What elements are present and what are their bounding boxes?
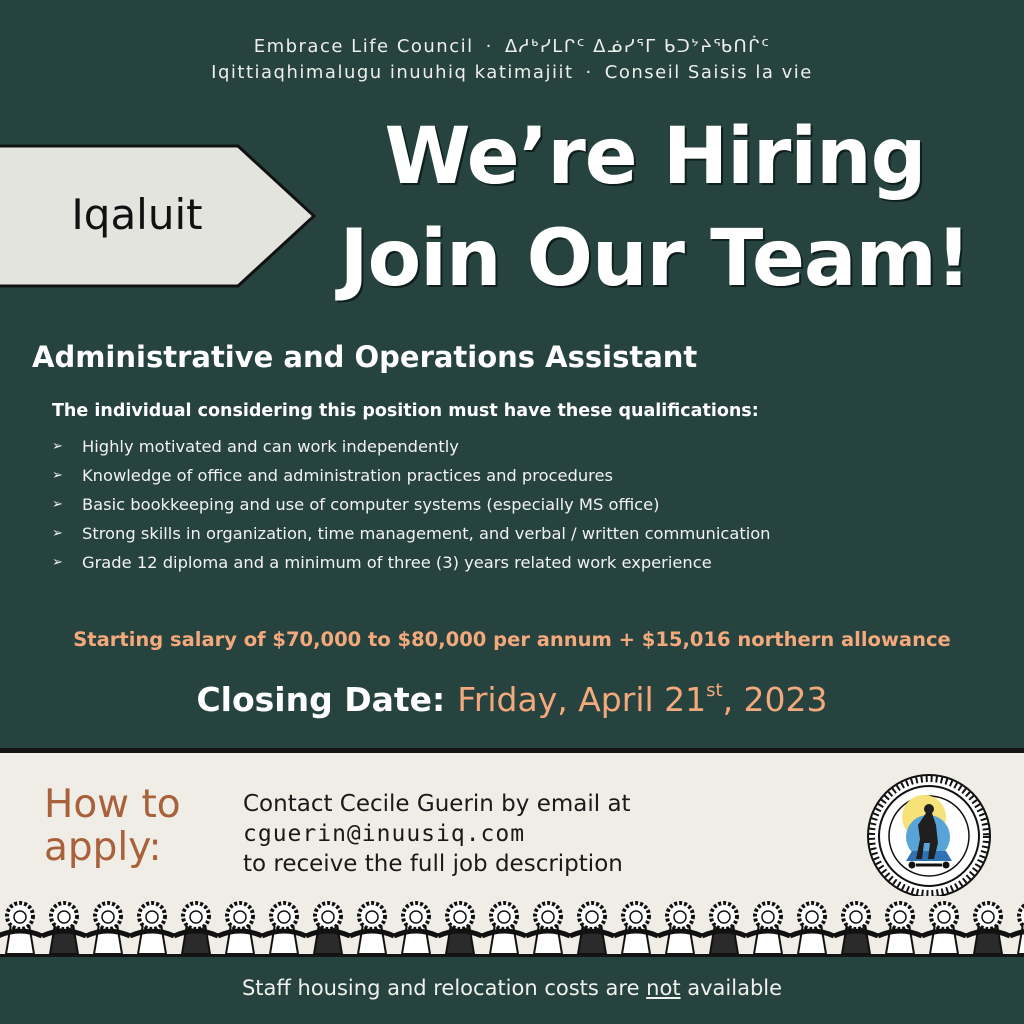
figure-icon <box>174 903 218 954</box>
how-to-apply-title-line-2: apply: <box>44 825 162 870</box>
org-name-french: Conseil Saisis la vie <box>604 62 813 83</box>
headline-join-team: Join Our Team! <box>339 214 971 304</box>
arrow-bullet-icon: ➢ <box>52 439 63 454</box>
figure-icon <box>834 903 878 954</box>
qualifications-intro: The individual considering this position must have these qualifications: <box>52 401 759 421</box>
headline-hiring: We’re Hiring <box>384 112 926 202</box>
arrow-bullet-icon: ➢ <box>52 497 63 512</box>
org-name-inuinnaqtun: Iqittiaqhimalugu inuuhiq katimajiit <box>211 62 574 83</box>
separator-dot: · <box>585 62 593 83</box>
closing-date-value <box>457 680 827 719</box>
footer-note <box>0 976 1024 1000</box>
figure-icon <box>658 903 702 954</box>
list-item <box>52 548 771 577</box>
organization-line-1 <box>0 36 1024 57</box>
figures-row <box>0 896 1024 954</box>
figure-icon <box>262 903 306 954</box>
qualification-text: Knowledge of office and administration practices and procedures <box>82 466 614 485</box>
figure-icon <box>438 903 482 954</box>
inuit-figures-border <box>0 896 1024 957</box>
closing-date-ordinal: st <box>706 680 723 701</box>
closing-date-line <box>0 680 1024 719</box>
figure-icon <box>482 903 526 954</box>
figure-icon <box>42 903 86 954</box>
list-item <box>52 519 771 548</box>
figure-icon <box>702 903 746 954</box>
figure-icon <box>350 903 394 954</box>
figure-icon <box>746 903 790 954</box>
figure-icon <box>218 903 262 954</box>
figure-icon <box>922 903 966 954</box>
separator-dot: · <box>485 36 493 57</box>
location-tag <box>0 144 320 288</box>
list-item <box>52 432 771 461</box>
arrow-bullet-icon: ➢ <box>52 468 63 483</box>
org-name-english: Embrace Life Council <box>253 36 474 57</box>
closing-date-day: Friday, April 21 <box>457 680 707 719</box>
qualification-text: Highly motivated and can work independently <box>82 437 459 456</box>
figure-icon <box>790 903 834 954</box>
footer-emphasis: not <box>646 976 681 1000</box>
how-to-apply-title-line-1: How to <box>44 782 181 827</box>
figure-icon <box>394 903 438 954</box>
footer-text-start: Staff housing and relocation costs are <box>241 976 647 1000</box>
figure-icon <box>614 903 658 954</box>
location-label: Iqaluit <box>71 190 203 239</box>
contact-email: cguerin@inuusiq.com <box>243 821 526 847</box>
org-name-syllabics: ᐃᓱᒃᓯᒪᒋᑦ ᐃᓅᓯᕐᒥ ᑲᑐᔾᔨᖃᑎᒌᑦ <box>504 36 771 57</box>
figure-icon <box>0 903 42 954</box>
figure-icon <box>86 903 130 954</box>
qualification-text: Grade 12 diploma and a minimum of three (3) years related work experience <box>82 553 712 572</box>
figure-icon <box>570 903 614 954</box>
figure-icon <box>526 903 570 954</box>
how-to-apply-title <box>44 783 181 869</box>
organization-line-2 <box>0 62 1024 83</box>
arrow-bullet-icon: ➢ <box>52 526 63 541</box>
figure-icon <box>306 903 350 954</box>
job-description-line: to receive the full job description <box>243 851 623 877</box>
how-to-apply-section <box>0 748 1024 905</box>
figure-icon <box>130 903 174 954</box>
how-to-apply-instructions <box>243 789 631 879</box>
list-item <box>52 490 771 519</box>
qualification-text: Basic bookkeeping and use of computer systems (especially MS office) <box>82 495 660 514</box>
footer-text-end: available <box>680 976 783 1000</box>
closing-date-year: , 2023 <box>722 680 828 719</box>
qualification-text: Strong skills in organization, time management, and verbal / written communication <box>82 524 771 543</box>
closing-date-label: Closing Date: <box>196 680 446 719</box>
salary-line: Starting salary of $70,000 to $80,000 per annum + $15,016 northern allowance <box>73 628 951 651</box>
arrow-bullet-icon: ➢ <box>52 555 63 570</box>
figure-icon <box>878 903 922 954</box>
figure-icon <box>1010 903 1024 954</box>
embrace-life-seal-icon <box>866 773 992 899</box>
qualifications-list <box>52 432 771 577</box>
contact-line: Contact Cecile Guerin by email at <box>243 791 631 817</box>
list-item <box>52 461 771 490</box>
job-title: Administrative and Operations Assistant <box>32 340 698 374</box>
figure-icon <box>966 903 1010 954</box>
